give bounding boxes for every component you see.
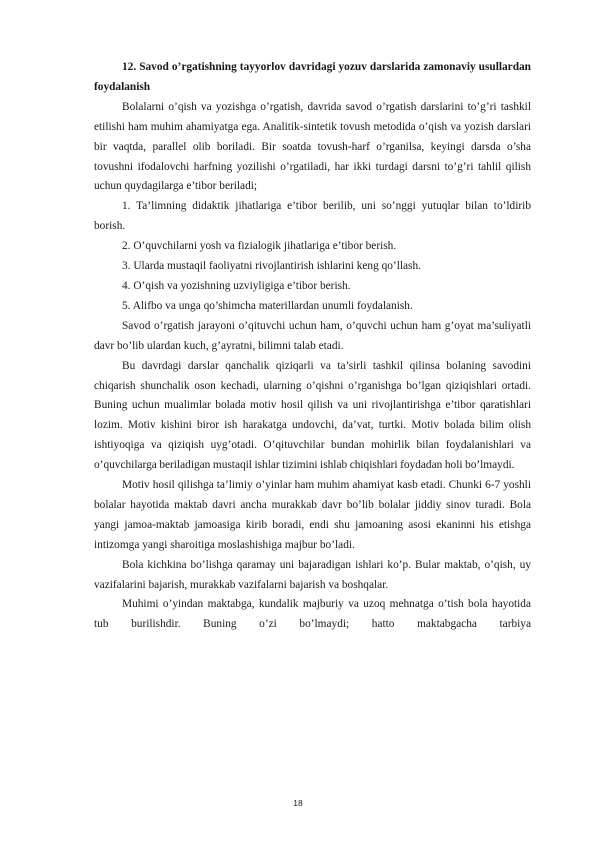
paragraph: Bu davrdagi darslar qanchalik qiziqarli va ta’sirli tashkil qilinsa bolaning savodini chiqarish shunchalik oson kechadi, ularning o’qishni o’rganishga bo’lgan qiziqishlari ortadi. Buning uchun mualimlar bolada motiv hosil qilish va uni rivojlantirishga e’tibor qaratishlari lozim. Motiv kishini biror ish harakatga undovchi, da’vat, turtki. Motiv bolada bilim olish ishtiyoqiga va qiziqish uyg’otadi. O’qituvchilar bundan mohirlik bilan foydalanishlari va o’quvchilarga beriladigan mustaqil ishlar tizimini ishlab chiqishlari foydadan holi bo’lmaydi.	[94, 359, 531, 472]
paragraph: Bola kichkina bo’lishga qaramay uni bajaradigan ishlari ko’p. Bular maktab, o’qish, uy vazifalarini bajarish, murakkab vazifalarni bajarish va boshqalar.	[94, 558, 531, 591]
list-item: 2. O’quvchilarni yosh va fizialogik jihatlariga e’tibor berish.	[122, 240, 397, 253]
paragraph: Savod o’rgatish jarayoni o’qituvchi uchun ham, o’quvchi uchun ham g’oyat ma’suliyatli davr bo’lib ulardan kuch, g’ayratni, bilimni talab etadi.	[94, 319, 531, 352]
list-item: 1. Ta’limning didaktik jihatlariga e’tibor berilib, uni so’nggi yutuqlar bilan to’ldirib borish.	[94, 200, 531, 233]
list-item: 4. O’qish va yozishning uzviyligiga e’tibor berish.	[122, 279, 351, 292]
paragraph: Motiv hosil qilishga ta’limiy o’yinlar ham muhim ahamiyat kasb etadi. Chunki 6-7 yoshli bolalar hayotida maktab davri ancha murakkab davr bo’lib bolalar jiddiy sinov turadi. Bola yangi jamoa-maktab jamoasiga kirib boradi, endi shu jamoaning asosi ekaninni his etishga intizomga yangi sharoitiga moslashishiga majbur bo’ladi.	[94, 479, 531, 551]
list-item: 5. Alifbo va unga qo’shimcha materillardan unumli foydalanish.	[122, 299, 413, 312]
page-number: 18	[293, 798, 303, 808]
document-body	[94, 58, 531, 635]
paragraph: Muhimi o’yindan maktabga, kundalik majburiy va uzoq mehnatga o’tish bola hayotida tub burilishdir. Buning o’zi bo’lmaydi; hatto maktabgacha tarbiya	[94, 598, 531, 631]
section-heading: 12. Savod o’rgatishning tayyorlov davridagi yozuv darslarida zamonaviy usullardan foydalanish	[94, 61, 531, 93]
paragraph: Bolalarni o’qish va yozishga o’rgatish, davrida savod o’rgatish darslarini to’g’ri tashkil etilishi ham muhim ahamiyatga ega. Analitik-sintetik tovush metodida o’qish va yozish darslari bir vaqtda, parallel olib boriladi. Bir soatda tovush-harf o’rganilsa, keyingi darsda o’sha tovushni ifodalovchi harfning yozilishi o’rgatiladi, har ikki turdagi darsni to’g’ri tahlil qilish uchun quydagilarga e’tibor beriladi;	[94, 100, 531, 193]
list-item: 3. Ularda mustaqil faoliyatni rivojlantirish ishlarini keng qo’llash.	[122, 260, 421, 273]
